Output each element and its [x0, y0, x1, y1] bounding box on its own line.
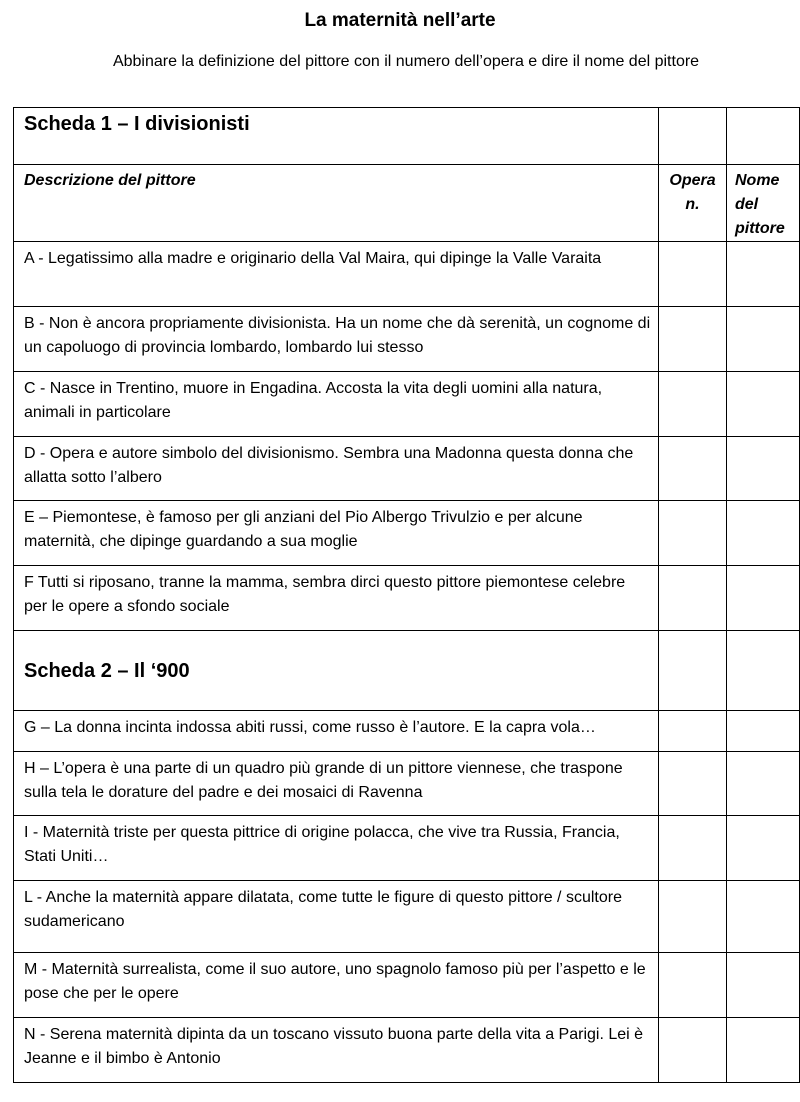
answer-cell-empty: [727, 631, 800, 711]
row-description: G – La donna incinta indossa abiti russi, come russo è l’autore. E la capra vola…: [14, 711, 659, 752]
row-description: F Tutti si riposano, tranne la mamma, sembra dirci questo pittore piemontese celebre per le opere a sfondo sociale: [14, 566, 659, 631]
painter-name-cell[interactable]: [727, 1018, 800, 1083]
table-row: [14, 816, 800, 881]
instructions: Abbinare la definizione del pittore con il numero dell’opera e dire il nome del pittore: [112, 53, 700, 70]
opera-number-cell[interactable]: [659, 242, 727, 307]
table-row: [14, 566, 800, 631]
opera-number-cell[interactable]: [659, 501, 727, 566]
answer-cell-empty: [727, 108, 800, 165]
painter-name-cell[interactable]: [727, 566, 800, 631]
table-row: [14, 711, 800, 752]
painter-name-cell[interactable]: [727, 501, 800, 566]
worksheet-table: [13, 107, 800, 1083]
table-row: [14, 501, 800, 566]
row-description: H – L’opera è una parte di un quadro più grande di un pittore viennese, che traspone sulla tela le dorature del padre e dei mosaici di Ravenna: [14, 752, 659, 816]
sheet2-title-row: [14, 631, 800, 711]
column-header-name: Nome del pittore: [727, 165, 800, 242]
painter-name-cell[interactable]: [727, 752, 800, 816]
table-row: [14, 1018, 800, 1083]
opera-number-cell[interactable]: [659, 711, 727, 752]
row-description: I - Maternità triste per questa pittrice di origine polacca, che vive tra Russia, Francia, Stati Uniti…: [14, 816, 659, 881]
header-row: [14, 165, 800, 242]
table-row: [14, 953, 800, 1018]
opera-number-cell[interactable]: [659, 881, 727, 953]
table-row: [14, 881, 800, 953]
table-row: [14, 307, 800, 372]
opera-number-cell[interactable]: [659, 372, 727, 437]
opera-number-cell[interactable]: [659, 953, 727, 1018]
painter-name-cell[interactable]: [727, 711, 800, 752]
answer-cell-empty: [659, 631, 727, 711]
opera-number-cell[interactable]: [659, 752, 727, 816]
painter-name-cell[interactable]: [727, 881, 800, 953]
sheet2-title: Scheda 2 – Il ‘900: [14, 631, 659, 711]
table-row: [14, 372, 800, 437]
painter-name-cell[interactable]: [727, 242, 800, 307]
column-header-description: Descrizione del pittore: [14, 165, 659, 242]
opera-number-cell[interactable]: [659, 307, 727, 372]
table-row: [14, 242, 800, 307]
opera-number-cell[interactable]: [659, 437, 727, 501]
painter-name-cell[interactable]: [727, 307, 800, 372]
sheet1-title-row: [14, 108, 800, 165]
answer-cell-empty: [659, 108, 727, 165]
row-description: N - Serena maternità dipinta da un toscano vissuto buona parte della vita a Parigi. Lei è Jeanne e il bimbo è Antonio: [14, 1018, 659, 1083]
table-row: [14, 437, 800, 501]
row-description: C - Nasce in Trentino, muore in Engadina. Accosta la vita degli uomini alla natura, animali in particolare: [14, 372, 659, 437]
row-description: M - Maternità surrealista, come il suo autore, uno spagnolo famoso più per l’aspetto e le pose che per le opere: [14, 953, 659, 1018]
row-description: L - Anche la maternità appare dilatata, come tutte le figure di questo pittore / scultore sudamericano: [14, 881, 659, 953]
page-title: La maternità nell’arte: [304, 10, 496, 31]
painter-name-cell[interactable]: [727, 372, 800, 437]
sheet1-title: Scheda 1 – I divisionisti: [14, 108, 659, 165]
opera-number-cell[interactable]: [659, 816, 727, 881]
opera-number-cell[interactable]: [659, 566, 727, 631]
painter-name-cell[interactable]: [727, 816, 800, 881]
row-description: E – Piemontese, è famoso per gli anziani del Pio Albergo Trivulzio e per alcune maternità, che dipinge guardando a sua moglie: [14, 501, 659, 566]
row-description: D - Opera e autore simbolo del divisionismo. Sembra una Madonna questa donna che allatta sotto l’albero: [14, 437, 659, 501]
painter-name-cell[interactable]: [727, 953, 800, 1018]
painter-name-cell[interactable]: [727, 437, 800, 501]
table-row: [14, 752, 800, 816]
column-header-opera: Opera n.: [659, 165, 727, 242]
row-description: A - Legatissimo alla madre e originario della Val Maira, qui dipinge la Valle Varaita: [14, 242, 659, 307]
row-description: B - Non è ancora propriamente divisionista. Ha un nome che dà serenità, un cognome di un capoluogo di provincia lombardo, lombardo lui stesso: [14, 307, 659, 372]
opera-number-cell[interactable]: [659, 1018, 727, 1083]
